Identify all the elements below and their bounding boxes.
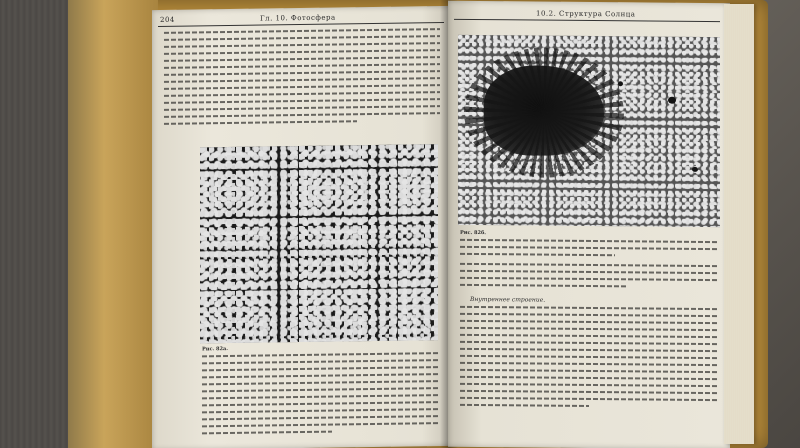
right-running-header: 10.2. Структура Солнца (536, 9, 636, 19)
left-running-header: Гл. 10. Фотосфера (260, 13, 336, 23)
left-page-number: 204 (160, 15, 175, 24)
header-rule (158, 22, 444, 27)
book-cover-edge (68, 0, 158, 448)
sunspot-photograph (458, 35, 720, 227)
subsection-heading: Внутреннее строение. (470, 295, 546, 304)
right-figure-label: Рис. 82б. (460, 229, 487, 237)
left-caption-text (202, 352, 438, 439)
right-body-text (460, 263, 718, 293)
left-body-text (164, 28, 440, 130)
sunspot-umbra (484, 65, 604, 156)
granulation-photograph (200, 144, 438, 343)
page-stack-edges (724, 4, 754, 444)
header-rule (454, 19, 720, 22)
right-page (448, 1, 730, 448)
solar-pore (692, 167, 698, 172)
right-figure-caption (460, 230, 720, 239)
right-body-text-2 (460, 306, 718, 413)
left-page (152, 6, 452, 448)
solar-pore (668, 97, 676, 104)
left-figure-label: Рис. 82а. (202, 346, 228, 353)
right-caption-text (460, 239, 718, 262)
solar-pore (618, 81, 623, 86)
